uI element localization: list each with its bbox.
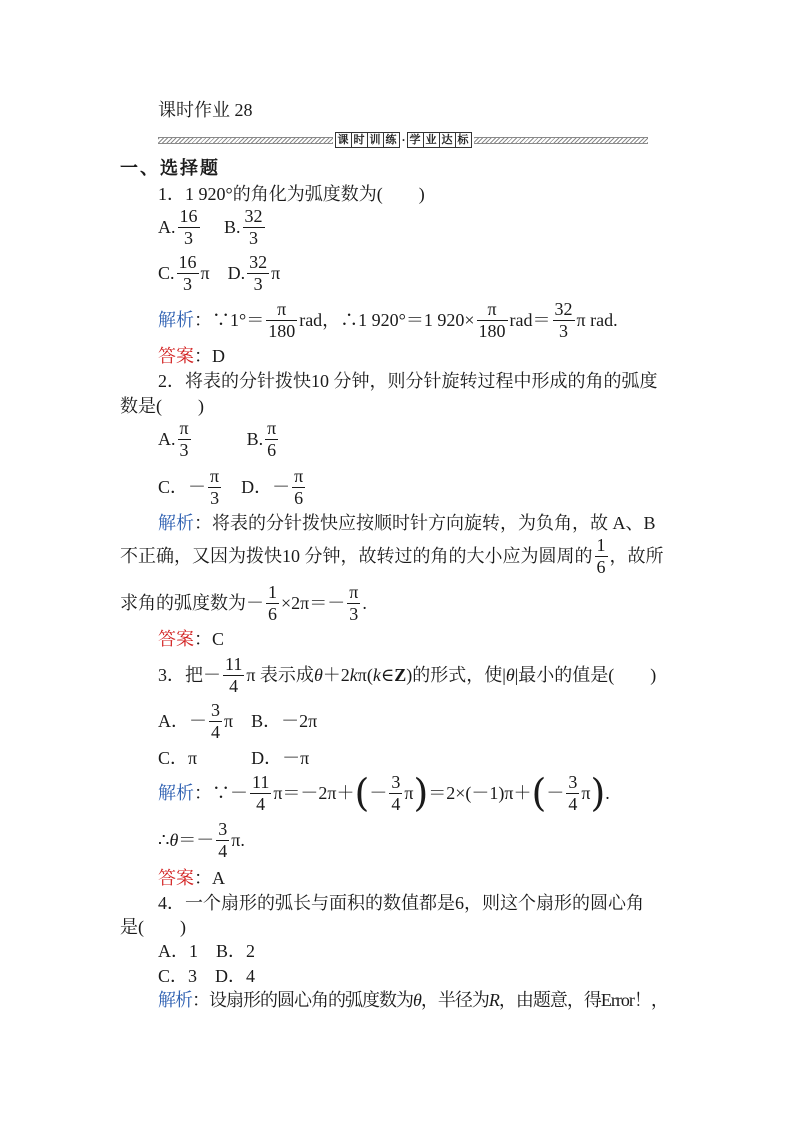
text: A．1 B．2 xyxy=(158,941,256,961)
question-2-options-row xyxy=(158,414,280,464)
question-4-options-row xyxy=(158,938,255,964)
question-2-analysis xyxy=(120,531,664,581)
text: 2．将表的分针拨快10 分钟，则分针旋转过程中形成的角的弧度 xyxy=(158,371,658,391)
fraction-denominator: 3 xyxy=(253,273,263,294)
banner-char: 达 xyxy=(439,132,456,148)
question-1-options-row xyxy=(158,202,267,252)
text: ＋2 xyxy=(322,665,350,685)
fraction xyxy=(477,299,508,342)
text: π 表示成 xyxy=(246,665,314,685)
question-4-stem xyxy=(120,914,186,940)
question-1-options-row xyxy=(158,248,280,298)
text: rad＝ xyxy=(509,310,551,330)
math-symbol: ∴ xyxy=(158,830,170,850)
fraction-numerator: 3 xyxy=(391,771,401,792)
section-title: 一、选择题 xyxy=(120,158,220,179)
big-right-paren: ) xyxy=(590,771,606,815)
answer-value: ：C xyxy=(194,629,225,649)
fraction-denominator: 4 xyxy=(568,793,578,814)
fraction-denominator: 4 xyxy=(211,721,220,742)
fraction-denominator: 4 xyxy=(256,793,266,814)
question-4-options-row xyxy=(158,963,255,989)
answer-label: 答案 xyxy=(158,629,194,649)
banner-hatch-right xyxy=(474,137,649,144)
option-label: A．－ xyxy=(158,711,207,731)
fraction xyxy=(347,582,360,625)
text: － xyxy=(369,783,388,803)
fraction-numerator: 3 xyxy=(568,771,578,792)
analysis-label: 解析 xyxy=(158,310,194,330)
text: 不正确，又因为拨快10 分钟，故转过的角的大小应为圆周的 xyxy=(120,546,593,566)
big-left-paren: ( xyxy=(354,771,370,815)
answer-value: ：A xyxy=(194,868,225,888)
fraction-denominator: 6 xyxy=(596,556,606,577)
fraction-numerator: 32 xyxy=(244,205,263,226)
text: ：∵1°＝ xyxy=(194,310,265,330)
text: )的形式，使| xyxy=(406,665,506,685)
question-2-stem xyxy=(158,368,658,394)
text: 是( ) xyxy=(120,917,186,937)
analysis-label: 解析 xyxy=(158,783,194,803)
fraction xyxy=(292,466,305,509)
fraction xyxy=(266,299,297,342)
analysis-label: 解析 xyxy=(158,513,194,533)
banner-char: 业 xyxy=(423,132,440,148)
fraction-numerator: π xyxy=(266,299,297,321)
fraction-denominator: 3 xyxy=(559,320,569,341)
answer-label: 答案 xyxy=(158,868,194,888)
fraction-numerator: π xyxy=(267,417,277,438)
option-label: C. xyxy=(158,263,175,283)
text: 4．一个扇形的弧长与面积的数值都是6，则这个扇形的圆心角 xyxy=(158,893,644,913)
text: π. xyxy=(231,830,245,850)
math-variable: R xyxy=(488,990,499,1010)
fraction-numerator: π xyxy=(349,581,359,602)
math-variable: k xyxy=(349,665,358,685)
text: ：将表的分针拨快应按顺时针方向旋转，为负角，故 A、B xyxy=(194,513,656,533)
option-label: A. xyxy=(158,429,176,449)
math-variable: θ xyxy=(313,665,323,685)
question-3-analysis xyxy=(158,768,610,818)
page-title: 课时作业 28 xyxy=(158,100,253,120)
big-left-paren: ( xyxy=(531,771,547,815)
fraction-numerator: π xyxy=(179,417,189,438)
fraction-denominator: 3 xyxy=(183,273,193,294)
banner xyxy=(158,132,648,148)
option-label: B. xyxy=(201,217,241,237)
big-right-paren: ) xyxy=(413,771,429,815)
text: ＝2×(－1)π＋ xyxy=(428,783,532,803)
fraction-numerator: 11 xyxy=(252,771,270,792)
fraction-denominator: 4 xyxy=(229,675,239,696)
text: |最小的值是( ) xyxy=(514,665,657,685)
fraction xyxy=(223,654,244,697)
question-2-answer xyxy=(158,626,224,652)
text: 1．1 920°的角化为弧度数为( ) xyxy=(158,184,425,204)
fraction xyxy=(243,206,265,249)
fraction-denominator: 180 xyxy=(478,320,506,341)
math-symbol: ∈ xyxy=(380,665,395,685)
text: π xyxy=(404,783,414,803)
question-3-analysis xyxy=(158,815,245,865)
fraction-numerator: π xyxy=(210,465,220,486)
banner-char: 练 xyxy=(383,132,400,148)
text: π( xyxy=(357,665,373,685)
question-2-options-row xyxy=(158,462,307,512)
question-3-options-row xyxy=(158,696,317,746)
fraction xyxy=(208,466,221,509)
fraction xyxy=(265,418,278,461)
question-3-answer xyxy=(158,865,225,891)
text: ：∵－ xyxy=(194,783,248,803)
text: ，半径为 xyxy=(420,990,489,1010)
fraction-numerator: 32 xyxy=(554,298,573,319)
fraction-numerator: 3 xyxy=(218,818,228,839)
fraction-denominator: 3 xyxy=(349,603,359,624)
banner-hatch-left xyxy=(158,137,333,144)
math-variable: θ xyxy=(169,830,179,850)
text: π xyxy=(271,263,281,283)
banner-char: 标 xyxy=(455,132,472,148)
fraction-denominator: 4 xyxy=(391,793,401,814)
fraction-numerator: 16 xyxy=(179,205,198,226)
option-label: D．－ xyxy=(223,477,291,497)
banner-char: 学 xyxy=(407,132,424,148)
question-1-answer xyxy=(158,343,225,369)
fraction-denominator: 180 xyxy=(268,320,296,341)
fraction-numerator: 1 xyxy=(596,534,606,555)
fraction xyxy=(177,252,199,295)
text: C．π D．－π xyxy=(158,748,310,768)
question-3-stem xyxy=(158,650,656,700)
text: C．3 D．4 xyxy=(158,966,256,986)
fraction xyxy=(178,418,191,461)
text: ：设扇形的圆心角的弧度数为 xyxy=(192,990,413,1010)
text: 求角的弧度数为－ xyxy=(120,593,264,613)
fraction xyxy=(247,252,269,295)
fraction-numerator: 16 xyxy=(178,251,197,272)
fraction xyxy=(553,299,575,342)
fraction xyxy=(178,206,200,249)
analysis-label: 解析 xyxy=(158,990,192,1010)
question-1-analysis xyxy=(158,295,618,345)
question-2-analysis xyxy=(120,578,367,628)
text: ×2π＝－ xyxy=(281,593,346,613)
banner-label xyxy=(335,132,472,148)
answer-label: 答案 xyxy=(158,346,194,366)
fraction-numerator: 11 xyxy=(225,653,243,674)
math-variable: θ xyxy=(505,665,515,685)
math-variable: k xyxy=(372,665,381,685)
text: ＝－ xyxy=(178,830,215,850)
fraction xyxy=(595,535,608,578)
fraction-denominator: 4 xyxy=(218,840,228,861)
fraction xyxy=(266,582,279,625)
text: π xyxy=(581,783,591,803)
fraction-denominator: 3 xyxy=(249,227,259,248)
fraction xyxy=(216,819,229,862)
text: π＝－2π＋ xyxy=(273,783,355,803)
math-variable: θ xyxy=(413,990,421,1010)
option-label: A. xyxy=(158,217,176,237)
fraction-denominator: 3 xyxy=(184,227,193,248)
question-4-stem xyxy=(158,890,644,916)
banner-char: 训 xyxy=(367,132,384,148)
fraction-denominator: 6 xyxy=(268,603,277,624)
text: 3．把－ xyxy=(158,665,221,685)
text: π rad. xyxy=(576,310,618,330)
fraction xyxy=(209,700,222,743)
banner-dot: · xyxy=(401,133,406,147)
fraction-numerator: 1 xyxy=(268,581,277,602)
text: rad，∴1 920°＝1 920× xyxy=(299,310,475,330)
text: . xyxy=(605,783,610,803)
fraction xyxy=(566,772,579,815)
text: . xyxy=(362,593,367,613)
fraction-numerator: π xyxy=(294,465,304,486)
text: ，由题意，得Error！， xyxy=(498,990,668,1010)
banner-char: 课 xyxy=(335,132,352,148)
banner-char: 时 xyxy=(351,132,368,148)
text: π B．－2π xyxy=(224,711,318,731)
fraction-numerator: 3 xyxy=(211,699,220,720)
question-4-analysis xyxy=(158,987,668,1013)
fraction-denominator: 6 xyxy=(267,439,277,460)
fraction-denominator: 6 xyxy=(294,487,304,508)
text: 数是( ) xyxy=(120,396,204,416)
option-label: B. xyxy=(192,429,264,449)
fraction xyxy=(389,772,402,815)
fraction-numerator: π xyxy=(477,299,508,321)
math-set: Z xyxy=(394,665,407,685)
option-label: C．－ xyxy=(158,477,207,497)
text: π D. xyxy=(200,263,246,283)
fraction xyxy=(250,772,271,815)
text: － xyxy=(546,783,565,803)
text: ，故所 xyxy=(609,546,664,566)
fraction-denominator: 3 xyxy=(210,487,220,508)
answer-value: ：D xyxy=(194,346,225,366)
fraction-numerator: 32 xyxy=(249,251,268,272)
fraction-denominator: 3 xyxy=(179,439,189,460)
